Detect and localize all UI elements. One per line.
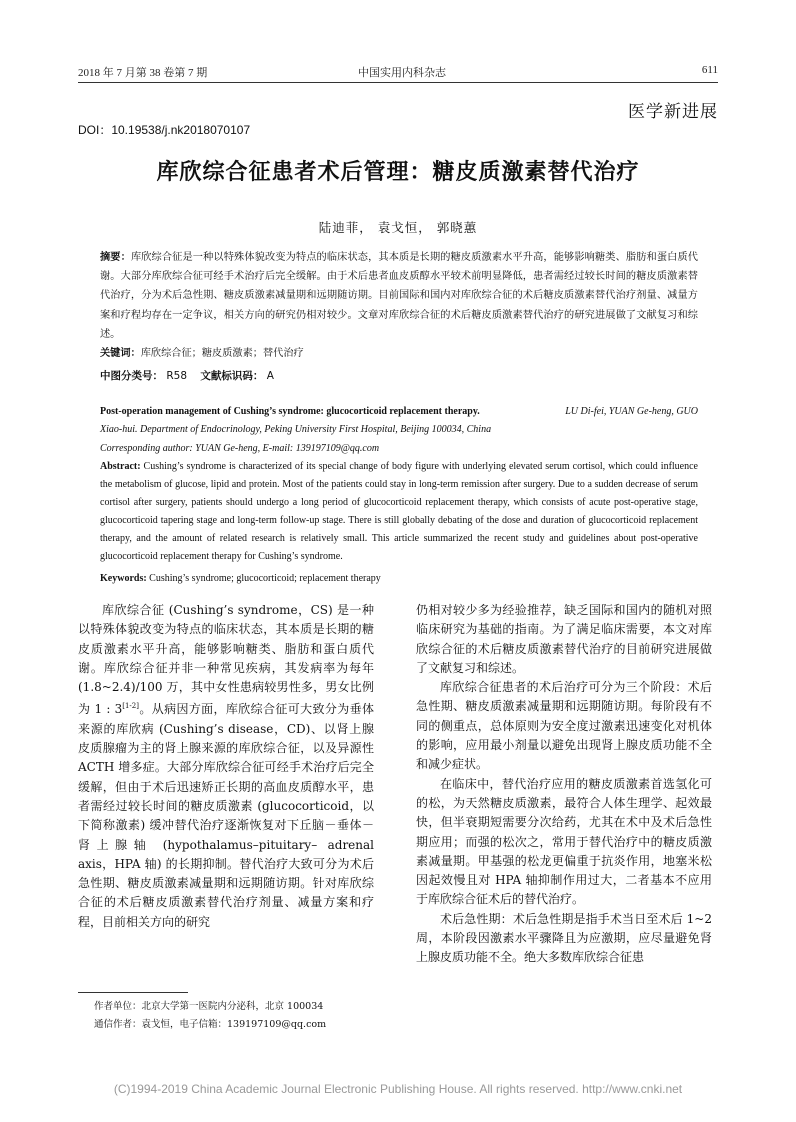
chinese-abstract xyxy=(100,248,698,363)
english-title-line xyxy=(100,403,698,421)
header-rule xyxy=(78,82,718,83)
body-paragraph xyxy=(78,601,374,932)
body-column-right xyxy=(416,601,712,968)
clc-label: 中图分类号： xyxy=(100,370,163,382)
doi[interactable]: DOI：10.19538/j.nk2018070107 xyxy=(78,123,251,137)
body-column-left xyxy=(78,601,374,932)
keywords-text: 库欣综合征；糖皮质激素；替代治疗 xyxy=(140,348,304,360)
english-keywords xyxy=(100,570,698,588)
abstract-text: 库欣综合征是一种以特殊体貌改变为特点的临床状态，其本质是长期的糖皮质激素水平升高，能够影响糖类、脂肪和蛋白质代谢。大部分库欣综合征可经手术治疗后完全缓解。由于术后患者血皮质醇水平较术前明显降低，患者需经过较长时间的糖皮质激素替代治疗，分为术后急性期、糖皮质激素减量期和远期随访期。目前国际和国内对库欣综合征的术后糖皮质激素替代治疗剂量、减量方案和疗程均存在一定争议，相关方向的研究仍相对较少。文章对库欣综合征的术后糖皮质激素替代治疗的研究进展做了文献复习和综述。 xyxy=(100,252,698,340)
english-keywords-label: Keywords: xyxy=(100,573,147,584)
page-number: 611 xyxy=(701,64,718,76)
body-paragraph: 库欣综合征患者的术后治疗可分为三个阶段：术后急性期、糖皮质激素减量期和远期随访期。每阶段有不同的侧重点，总体原则为安全度过激素迅速变化对机体的影响，应用最小剂量以避免出现肾上腺皮质功能不全和减少症状。 xyxy=(416,680,712,772)
body-text: 库欣综合征 (Cushing’s syndrome，CS) 是一种以特殊体貌改变为特点的临床状态，其本质是长期的糖皮质激素水平升高，能够影响糖类、脂肪和蛋白质代谢。库欣综合征并非一种常见疾病，其发病率为每年 (1.8~2.4)/100 万，其中女性患病较男性多，男女比例为 1 : 3 xyxy=(78,603,374,717)
body-paragraph: 仍相对较少多为经验推荐，缺乏国际和国内的随机对照临床研究为基础的指南。为了满足临床需要，本文对库欣综合征的术后糖皮质激素替代治疗的目前研究进展做了文献复习和综述。 xyxy=(416,603,712,675)
doccode: A xyxy=(266,370,274,382)
copyright-footer: (C)1994-2019 China Academic Journal Electronic Publishing House. All rights reserved. http://www.cnki.net xyxy=(113,1082,683,1096)
english-keywords-text: Cushing’s syndrome; glucocorticoid; replacement therapy xyxy=(149,573,381,584)
english-authors: LU Di-fei, YUAN Ge-heng, GUO xyxy=(565,406,698,417)
classification xyxy=(100,368,274,383)
section-label: 医学新进展 xyxy=(628,102,718,122)
citation-ref[interactable]: [1-2] xyxy=(122,702,139,711)
english-abstract-label: Abstract: xyxy=(100,461,141,472)
clc-code: R58 xyxy=(166,370,188,382)
journal-name: 中国实用内科杂志 xyxy=(358,67,446,79)
abstract-label: 摘要： xyxy=(100,252,131,263)
footnote-rule xyxy=(78,992,188,993)
english-title: Post-operation management of Cushing’s syndrome: glucocorticoid replacement therapy. xyxy=(100,406,480,417)
english-abstract-text: Cushing’s syndrome is characterized of its special change of body figure with underlying elevated serum cortisol, which could influence the metabolism of glucose, lipid and protein. Most of the patients could stay in long-term remission after surgery. Due to a sudden decrease of serum cortisol after surgery, patients should undergo a long period of glucocorticoid replacement therapy, which consists of acute post-operative stage, glucocorticoid tapering stage and long-term follow-up stage. There is still globally debating of the dose and duration of glucocorticoid replacement therapy, and the amount of related research is relatively small. This article summarized the recent study and guidelines about post-operative glucocorticoid replacement therapy for Cushing’s syndrome. xyxy=(100,461,698,562)
english-abstract xyxy=(100,458,698,566)
english-affiliation: Xiao-hui. Department of Endocrinology, Peking University First Hospital, Beijing 100034, China xyxy=(100,424,492,435)
body-paragraph: 在临床中，替代治疗应用的糖皮质激素首选氢化可的松，为天然糖皮质激素，最符合人体生理学、起效最快，但半衰期短需要分次给药，尤其在术中及术后急性期应用；而强的松次之，常用于替代治疗中的糖皮质激素减量期。甲基强的松龙更偏重于抗炎作用，地塞米松因起效慢且对 HPA 轴抑制作用过大，二者基本不应用于库欣综合征术后的替代治疗。 xyxy=(416,776,712,907)
footnote-affiliation: 作者单位：北京大学第一医院内分泌科，北京 100034 xyxy=(94,1001,324,1012)
body-paragraph: 术后急性期：术后急性期是指手术当日至术后 1~2 周，本阶段因激素水平骤降且为应激期，应尽量避免肾上腺皮质功能不全。绝大多数库欣综合征患 xyxy=(416,911,712,965)
article-authors: 陆迪菲， 袁戈恒， 郭晓蕙 xyxy=(318,220,478,235)
body-text: 。从病因方面，库欣综合征可大致分为垂体来源的库欣病 (Cushing’s disease，CD)、以肾上腺皮质腺瘤为主的肾上腺来源的库欣综合征，以及异源性 ACTH 增多症。大部分库欣综合征可经手术治疗后完全缓解，但由于术后迅速矫正长期的高血皮质醇水平，患者需经过较长时间的糖皮质激素 (glucocorticoid，以下简称激素) 缓冲替代治疗逐渐恢复对下丘脑－垂体－肾上腺轴 (hypothalamus–pituitary– adrenal axis，HPA 轴) 的长期抑制。替代治疗大致可分为术后急性期、糖皮质激素减量期和远期随访期。针对库欣综合征的术后糖皮质激素替代治疗剂量、减量方案和疗程，目前相关方向的研究 xyxy=(78,702,374,929)
keywords-label: 关键词： xyxy=(100,348,141,360)
doccode-label: 文献标识码： xyxy=(200,370,264,382)
footnote-correspondence: 通信作者：袁戈恒，电子信箱：139197109@qq.com xyxy=(94,1019,327,1030)
english-correspondence: Corresponding author: YUAN Ge-heng, E-mail: 139197109@qq.com xyxy=(100,443,380,454)
journal-issue: 2018 年 7 月第 38 卷第 7 期 xyxy=(78,67,208,79)
article-title: 库欣综合征患者术后管理：糖皮质激素替代治疗 xyxy=(156,160,640,185)
